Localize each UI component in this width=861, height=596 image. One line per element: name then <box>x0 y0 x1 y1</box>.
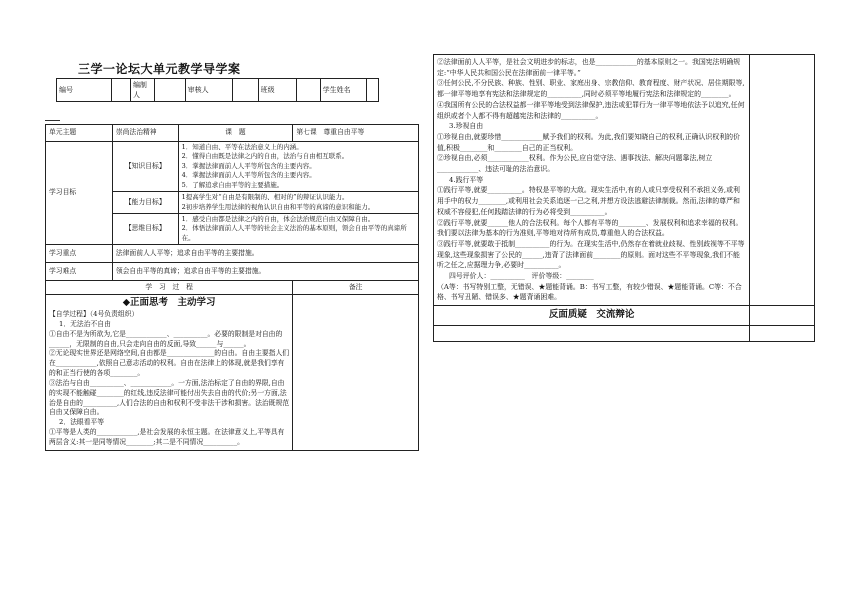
header-table <box>56 78 379 102</box>
topic-label: 课 题 <box>178 125 293 142</box>
key-point-text: 法律面前人人平等；追求自由平等的主要措施。 <box>112 245 418 263</box>
right-para: 4.践行平等 <box>449 175 484 184</box>
header-cell-number: 编号 <box>57 79 112 102</box>
difficulty-text: 领会自由平等的真谛；追求自由平等的主要措施。 <box>112 263 418 281</box>
knowledge-goal-label: 【知识目标】 <box>112 142 178 192</box>
left-para: ③法治与自由__________、____________。一方面,法治标定了自由的界限,自由的实现不能触碰________的红线,违反法律可能付出失去自由的代价;另一方面,法治是自由的__________,人们合法的自由和权利不受非法干涉和损害。法治既规范自由又保障自由。 <box>49 378 290 417</box>
right-para: ④我国所有公民的合法权益都一律平等地受到法律保护,违法或犯罪行为一律平等地依法予以追究,任何组织或者个人都不得有超越宪法和法律的__________。 <box>437 100 745 120</box>
ability-goal-item: 2初步培养学生用法律的视角认识自由和平等的真谛的意识和能力。 <box>181 202 375 211</box>
evaluator-line: 四号评价人：__________ 评价等级：________ <box>449 272 594 281</box>
ability-goals <box>178 192 418 214</box>
right-para: ③任何公民,不分民族、种族、性别、职业、家庭出身、宗教信仰、教育程度、财产状况、居住期限等,都一律平等地享有宪法和法律规定的__________,同时必须平等地履行宪法和法律规定的________。 <box>437 79 745 99</box>
left-para: 1．无法治不自由 <box>59 319 111 328</box>
right-para: ②法律面前人人平等，是社会文明进步的标志，也是____________的基本原则之一。我国宪法明确规定:“中华人民共和国公民在法律面前一律平等。” <box>437 58 741 77</box>
section-title-positive: ◆正面思考 主动学习 <box>122 297 216 309</box>
notes-label: 备注 <box>293 281 419 295</box>
thinking-goal-item: 1．感受自由都是法律之内的自由，体会法治规范自由又保障自由。 <box>181 214 375 223</box>
notes-cell <box>293 295 419 451</box>
knowledge-goal-item: 4．掌握法律面前人人平等所包含的主要内容。 <box>181 171 316 180</box>
left-para: 【自学过程】（4号负责组织） <box>49 309 139 318</box>
knowledge-goal-item: 2．懂得自由既是法律之内的自由，法治与自由相互联系。 <box>181 152 349 161</box>
thinking-goals <box>178 213 418 244</box>
header-cell-author: 编制人 <box>130 79 154 102</box>
header-cell-reviewer: 审核人 <box>185 79 233 102</box>
right-para: ③践行平等,就要敢于抵制__________的行为。在现实生活中,仍然存在着就业歧视、性别歧视等不平等现象,这些现象损害了公民的______,违背了法律面前________的原则。面对这些不平等现象,我们不能听之任之,应据理力争,必要时__________。 <box>437 239 745 270</box>
header-cell-name: 学生姓名 <box>320 79 366 102</box>
right-notes-cell <box>750 55 815 306</box>
right-table <box>433 54 815 342</box>
difficulty-label: 学习难点 <box>46 263 113 281</box>
process-label: 学 习 过 程 <box>46 281 293 295</box>
knowledge-goal-item: 3．掌握法律面前人人平等所包含的主要内容。 <box>181 161 316 170</box>
right-para: 3.珍视自由 <box>449 122 484 131</box>
ability-goal-label: 【能力目标】 <box>112 192 178 214</box>
knowledge-goals <box>178 142 418 192</box>
plan-table <box>45 124 419 451</box>
left-para: ①平等是人类的____________,是社会发展的永恒主题。在法律意义上,平等具有两层含义:其一是同等情况________;其二是不同情况__________。 <box>49 428 285 446</box>
ability-goal-item: 1提高学生对“自由是有限制的、相对的”的辩证认识能力。 <box>181 193 349 202</box>
section-title-negative: 反面质疑 交流辩论 <box>434 306 750 326</box>
thinking-goal-label: 【思维目标】 <box>112 213 178 244</box>
lesson-title: 第七课 尊重自由平等 <box>293 125 419 142</box>
left-para: ②无论现实世界还是网络空间,自由都是______________的自由。自由主要指人们在____________,依照自己意志活动的权利。自由在法律上的体现,就是我们享有的和正当行使的各项________。 <box>49 349 290 378</box>
page-title: 三学一论坛大单元教学导学案 <box>78 62 241 76</box>
thinking-goal-item: 2．体悟法律面前人人平等的社会主义法治的基本原则，领会自由平等的真谛所在。 <box>181 224 407 242</box>
knowledge-goal-item: 5．了解追求自由平等的主要措施。 <box>181 180 284 189</box>
right-content-cell <box>434 55 750 306</box>
unit-label: 单元主题 <box>46 125 113 142</box>
right-para: ②珍视自由,必须____________权利。作为公民,应自觉守法、遇事找法、解决问题靠法,树立____________、违法可耻的法治意识。 <box>437 154 713 174</box>
right-para: ①践行平等,就要__________。特权是平等的大敌。现实生活中,有的人或只享受权利不承担义务,或利用手中的权力________,或利用社会关系追逐一己之利,并想方设法逃避法律制裁。然而,法律的尊严和权威不容侵犯,任何践踏法律的行为必将受到__________。 <box>437 186 740 216</box>
goals-label: 学习目标 <box>46 142 113 245</box>
grading-criteria: （A等：书写特别工整，无错误、★题能背诵。B：书写工整，有较少错误、★题能背诵。C等：不合格、书写丑陋、错误多、★题背诵困难。 <box>437 282 742 302</box>
right-para: ②践行平等,就要______他人的合法权利。每个人都有平等的________、发展权利和追求幸福的权利。我们要以法律为基本的行为准则,平等地对待所有成员,尊重他人的合法权益。 <box>437 218 743 238</box>
right-para: ①珍视自由,就要珍惜____________赋予我们的权利。为此,我们要知晓自己的权利,正确认识权利的价值,积极________和________自己的正当权利。 <box>437 132 740 152</box>
key-point-label: 学习重点 <box>46 245 113 263</box>
unit-value: 崇尚法治精神 <box>112 125 178 142</box>
study-process-cell <box>46 295 293 451</box>
knowledge-goal-item: 1．知道自由、平等在法治意义上的内涵。 <box>181 143 303 151</box>
header-cell-class: 班级 <box>258 79 297 102</box>
left-para: ①自由不是为所欲为,它是____________、__________。必要的限制是对自由的______，无限制的自由,只会走向自由的反面,导致______与______。 <box>49 329 283 348</box>
left-para: 2．法眼看平等 <box>59 418 105 427</box>
divider-line <box>45 120 60 121</box>
